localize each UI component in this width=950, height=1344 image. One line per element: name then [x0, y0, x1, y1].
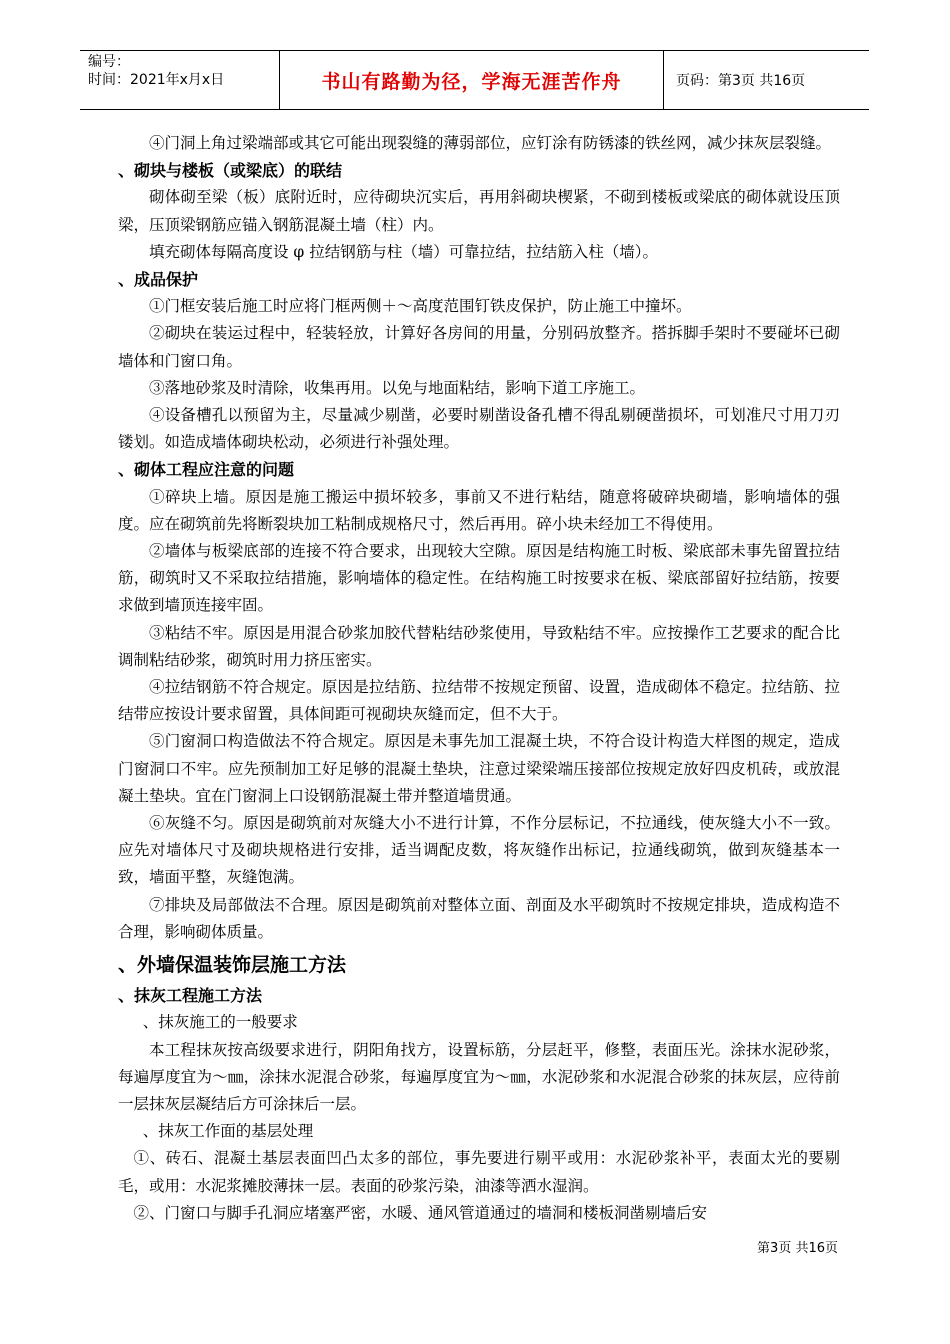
paragraph: ⑥灰缝不匀。原因是砌筑前对灰缝大小不进行计算，不作分层标记，不拉通线，使灰缝大小不一致。应先对墙体尺寸及砌块规格进行安排，适当调配皮数，将灰缝作出标记，拉通线砌筑，做到灰缝基本一致，墙面平整，灰缝饱满。	[118, 814, 840, 887]
paragraph: ①、砖石、混凝土基层表面凹凸太多的部位，事先要进行剔平或用：水泥砂浆补平，表面太光的要剔毛，或用：水泥浆摊胶薄抹一层。表面的砂浆污染，油漆等洒水湿润。	[118, 1149, 840, 1195]
paragraph: 本工程抹灰按高级要求进行，阴阳角找方，设置标筋，分层赶平，修整，表面压光。涂抹水泥砂浆，每遍厚度宜为～㎜，涂抹水泥混合砂浆，每遍厚度宜为～㎜，水泥砂浆和水泥混合砂浆的抹灰层，应待前一层抹灰层凝结后方可涂抹后一层。	[118, 1040, 840, 1113]
paragraph: ②、门窗口与脚手孔洞应堵塞严密，水暖、通风管道通过的墙洞和楼板洞凿剔墙后安	[133, 1203, 708, 1222]
paragraph: ②砌块在装运过程中，轻装轻放，计算好各房间的用量，分别码放整齐。搭拆脚手架时不要碰坏已砌墙体和门窗口角。	[118, 324, 840, 370]
paragraph: ③落地砂浆及时清除，收集再用。以免与地面粘结，影响下道工序施工。	[149, 378, 646, 397]
sub-subsection-heading: 、抹灰工作面的基层处理	[142, 1122, 314, 1141]
header-meta	[80, 51, 280, 109]
paragraph: ⑤门窗洞口构造做法不符合规定。原因是未事先加工混凝土块，不符合设计构造大样图的规定，造成门窗洞口不牢。应先预制加工好足够的混凝土垫块，注意过梁梁端压接部位按规定放好四皮机砖，或放混凝土垫块。宜在门窗洞上口设钢筋混凝土带并整道墙贯通。	[118, 732, 840, 805]
page-footer: 第3页 共16页	[757, 1241, 838, 1256]
paragraph: ④门洞上角过梁端部或其它可能出现裂缝的薄弱部位，应钉涂有防锈漆的铁丝网，减少抹灰层裂缝。	[149, 134, 832, 152]
document-time: 时间：2021年x月x日	[88, 72, 225, 88]
paragraph: ③粘结不牢。原因是用混合砂浆加胶代替粘结砂浆使用，导致粘结不牢。应按操作工艺要求的配合比调制粘结砂浆，砌筑时用力挤压密实。	[118, 623, 840, 669]
header-page-info: 页码：第3页 共16页	[676, 73, 806, 89]
paragraph: ⑦排块及局部做法不合理。原因是砌筑前对整体立面、剖面及水平砌筑时不按规定排块，造成构造不合理，影响砌体质量。	[118, 895, 840, 941]
subsection-heading: 、抹灰工程施工方法	[118, 986, 263, 1006]
paragraph: ①门框安装后施工时应将门框两侧＋～高度范围钉铁皮保护，防止施工中撞坏。	[149, 297, 692, 316]
header-slogan: 书山有路勤为径，学海无涯苦作舟	[280, 51, 664, 109]
page-header	[80, 50, 869, 110]
section-heading: 、外墙保温装饰层施工方法	[118, 954, 347, 977]
document-body	[118, 130, 840, 1227]
sub-subsection-heading: 、抹灰施工的一般要求	[142, 1013, 298, 1032]
paragraph: ④拉结钢筋不符合规定。原因是拉结筋、拉结带不按规定预留、设置，造成砌体不稳定。拉结筋、拉结带应按设计要求留置，具体间距可视砌块灰缝而定，但不大于。	[118, 678, 840, 724]
paragraph: 填充砌体每隔高度设 φ 拉结钢筋与柱（墙）可靠拉结，拉结筋入柱（墙）。	[149, 242, 658, 261]
subsection-heading: 、砌体工程应注意的问题	[118, 460, 295, 480]
paragraph: ④设备槽孔以预留为主，尽量减少剔凿，必要时剔凿设备孔槽不得乱剔硬凿损坏，可划准尺寸用刀刃镂划。如造成墙体砌块松动，必须进行补强处理。	[118, 406, 840, 452]
paragraph: ①碎块上墙。原因是施工搬运中损坏较多，事前又不进行粘结，随意将破碎块砌墙，影响墙体的强度。应在砌筑前先将断裂块加工粘制成规格尺寸，然后再用。碎小块未经加工不得使用。	[118, 487, 840, 533]
paragraph: ②墙体与板梁底部的连接不符合要求，出现较大空隙。原因是结构施工时板、梁底部未事先留置拉结筋，砌筑时又不采取拉结措施，影响墙体的稳定性。在结构施工时按要求在板、梁底部留好拉结筋，按要求做到墙顶连接牢固。	[118, 542, 840, 615]
paragraph: 砌体砌至梁（板）底附近时，应待砌块沉实后，再用斜砌块楔紧，不砌到楼板或梁底的砌体就设压顶梁，压顶梁钢筋应锚入钢筋混凝土墙（柱）内。	[118, 188, 840, 234]
document-number-label: 编号：	[88, 54, 130, 70]
subsection-heading: 、成品保护	[118, 270, 199, 290]
subsection-heading: 、砌块与楼板（或梁底）的联结	[118, 161, 343, 181]
